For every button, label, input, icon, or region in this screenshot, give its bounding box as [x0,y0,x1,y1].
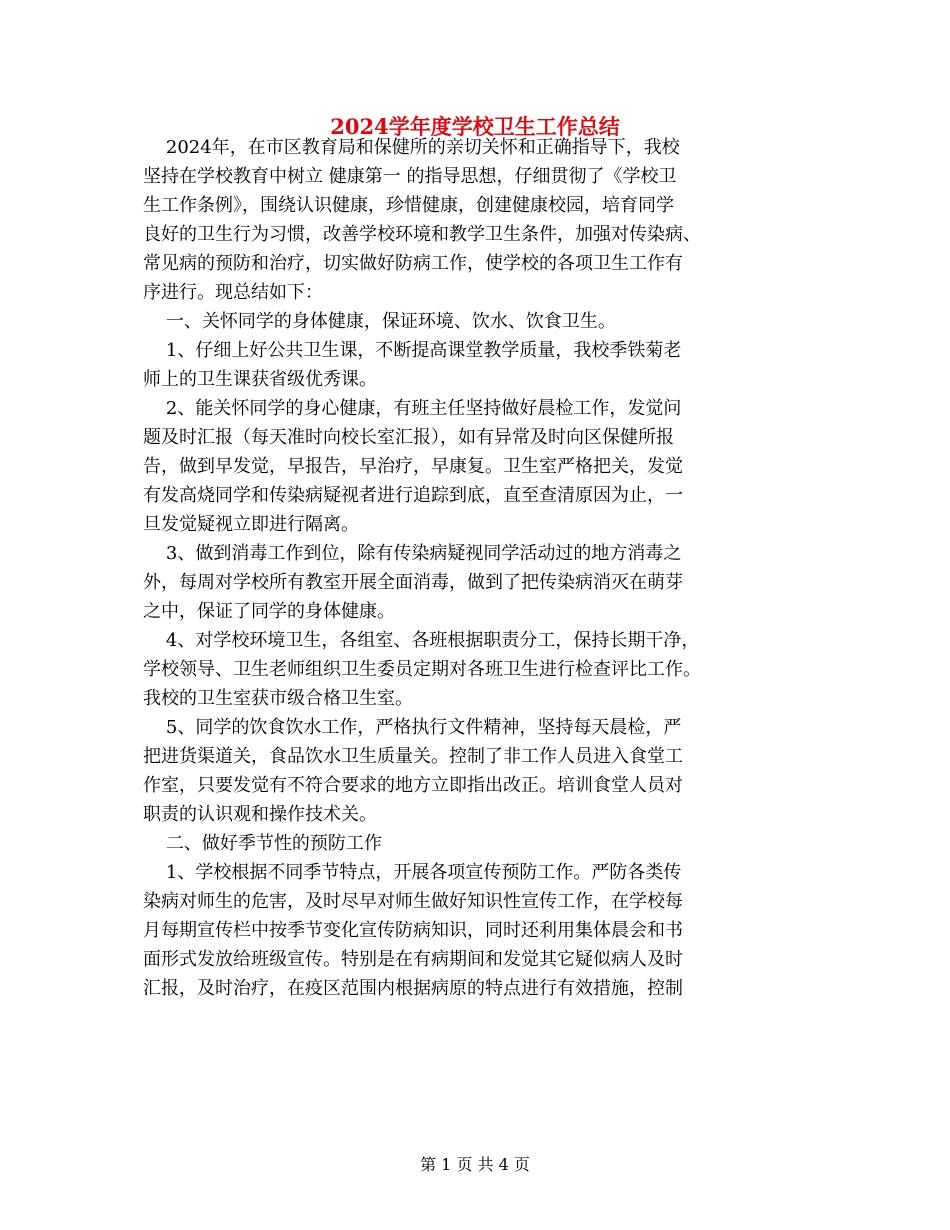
paragraph-item-5: 5、同学的饮食饮水工作，严格执行文件精神，坚持每天晨检，严 把进货渠道关，食品饮水卫生质量关。控制了非工作人员进入食堂工 作室，只要发觉有不符合要求的地方立即指出改正。培训食堂人员对 职责的认识观和操作技术关。 [143,717,683,825]
paragraph-intro: 2024年，在市区教育局和保健所的亲切关怀和正确指导下，我校 坚持在学校教育中树立 健康第一 的指导思想，仔细贯彻了《学校卫 生工作条例》，围绕认识健康，珍惜健康，创建健康校园，培育同学 良好的卫生行为习惯，改善学校环境和教学卫生条件，加强对传染病、 常见病的预防和治疗，切实做好防病工作，使学校的各项卫生工作有 序进行。现总结如下： [143,137,701,303]
page-footer: 第 1 页 共 4 页 [420,1155,530,1174]
paragraph-item-3: 3、做到消毒工作到位，除有传染病疑视同学活动过的地方消毒之 外，每周对学校所有教室开展全面消毒，做到了把传染病消灭在萌芽 之中，保证了同学的身体健康。 [143,543,683,622]
paragraph-item-2: 2、能关怀同学的身心健康，有班主任坚持做好晨检工作，发觉问 题及时汇报（每天准时向校长室汇报），如有异常及时向区保健所报 告，做到早发觉，早报告，早治疗，早康复。卫生室严格把关，发觉 有发高烧同学和传染病疑视者进行追踪到底，直至查清原因为止，一 旦发觉疑视立即进行隔离。 [143,398,683,535]
section-heading-1: 一、关怀同学的身体健康，保证环境、饮水、饮食卫生。 [143,311,616,332]
document-title: 2024学年度学校卫生工作总结 [330,114,620,139]
section-heading-2: 二、做好季节性的预防工作 [143,833,382,854]
document-body [143,133,813,1003]
paragraph-item-4: 4、对学校环境卫生，各组室、各班根据职责分工，保持长期干净， 学校领导、卫生老师组织卫生委员定期对各班卫生进行检查评比工作。 我校的卫生室获市级合格卫生室。 [143,630,701,709]
paragraph-item-1: 1、仔细上好公共卫生课，不断提高课堂教学质量，我校季铁菊老 师上的卫生课获省级优秀课。 [143,340,682,390]
paragraph-section2-item-1: 1、学校根据不同季节特点，开展各项宣传预防工作。严防各类传 染病对师生的危害，及时尽早对师生做好知识性宣传工作，在学校每 月每期宣传栏中按季节变化宣传防病知识，同时还利用集体晨会和书 面形式发放给班级宣传。特别是在有病期间和发觉其它疑似病人及时 汇报，及时治疗，在疫区范围内根据病原的特点进行有效措施，控制 [143,862,683,999]
